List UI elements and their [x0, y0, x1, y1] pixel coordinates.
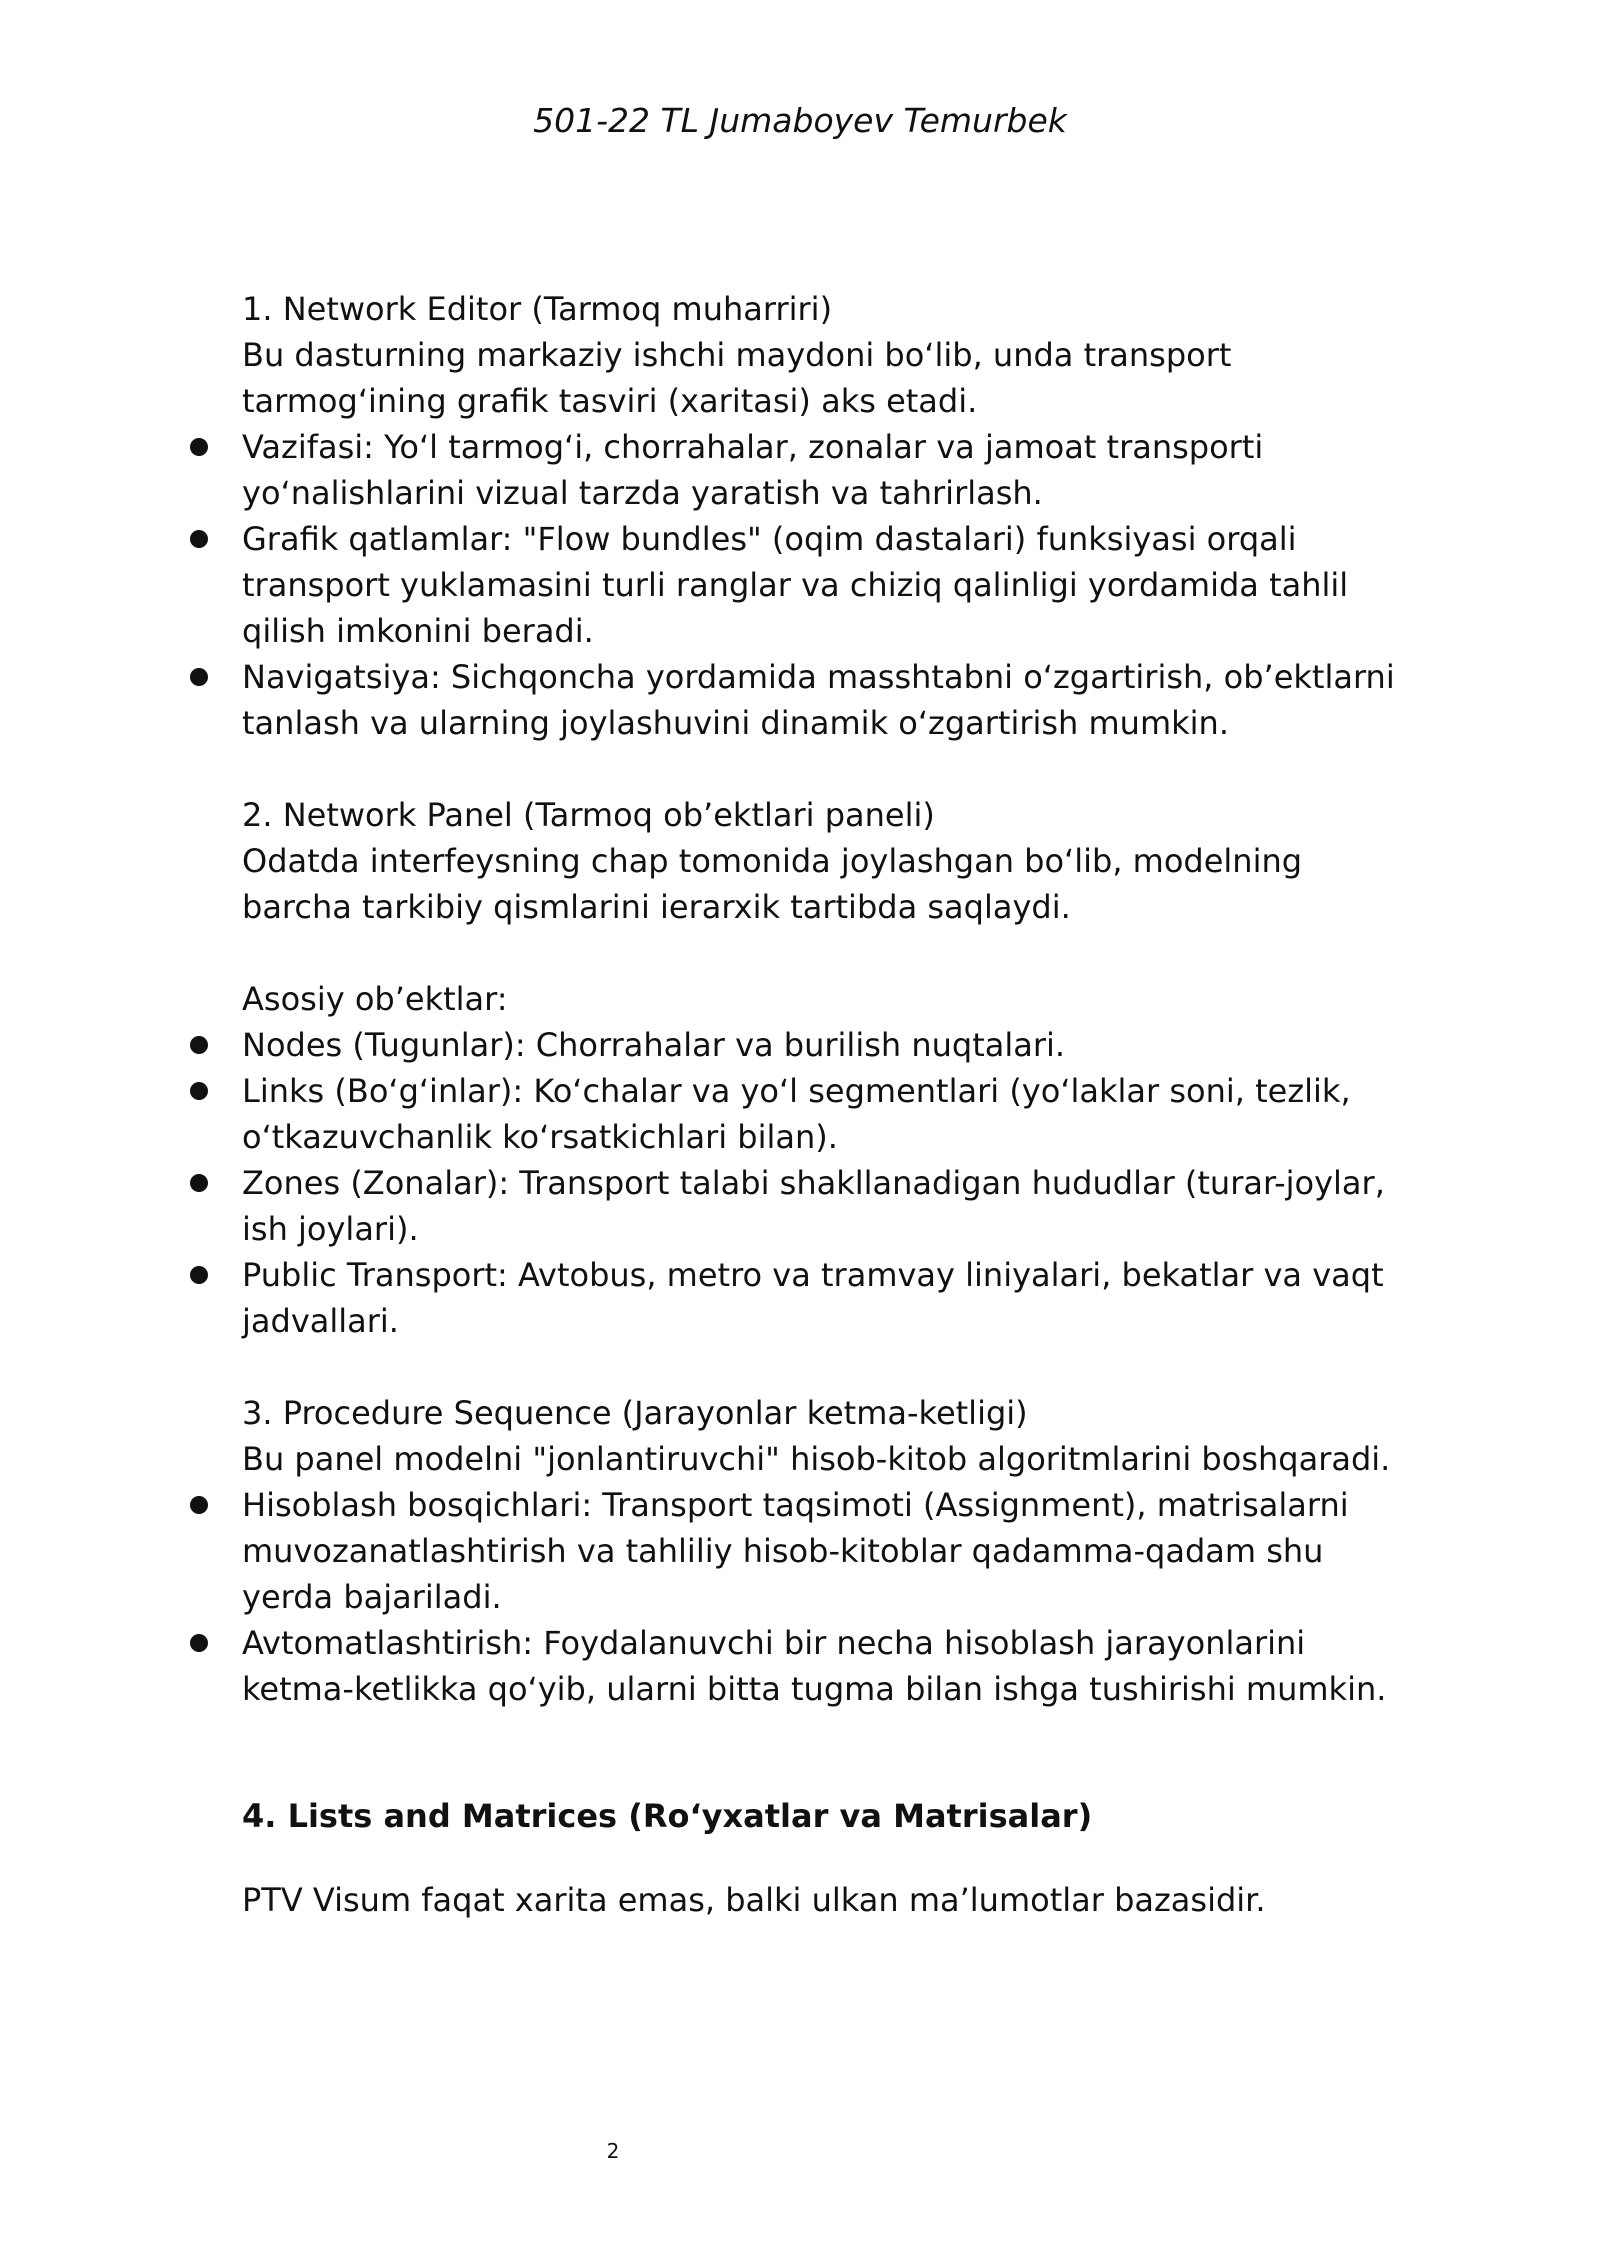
- paragraph-line: barcha tarkibiy qismlarini ierarxik tartibda saqlaydi.: [242, 888, 1071, 926]
- bullet-line: o‘tkazuvchanlik ko‘rsatkichlari bilan).: [242, 1118, 838, 1156]
- bullet-line: Vazifasi: Yo‘l tarmog‘i, chorrahalar, zonalar va jamoat transporti: [242, 428, 1264, 466]
- paragraph-line: PTV Visum faqat xarita emas, balki ulkan ma’lumotlar bazasidir.: [242, 1881, 1266, 1919]
- page-number: 2: [606, 2139, 620, 2163]
- bullet-item: [242, 1252, 1384, 1344]
- bullet-line: Nodes (Tugunlar): Chorrahalar va burilish nuqtalari.: [242, 1026, 1066, 1064]
- subheading: Asosiy ob’ektlar:: [242, 980, 508, 1018]
- bullet-item: [242, 654, 1395, 746]
- bullet-dot-icon: [190, 1634, 208, 1652]
- bullet-dot-icon: [190, 438, 208, 456]
- bullet-item: [242, 516, 1372, 654]
- bullet-line: muvozanatlashtirish va tahliliy hisob-kitoblar qadamma-qadam shu: [242, 1532, 1324, 1570]
- bullet-item: [242, 1160, 1385, 1252]
- bullet-line: Avtomatlashtirish: Foydalanuvchi bir necha hisoblash jarayonlarini: [242, 1624, 1306, 1662]
- bullet-line: transport yuklamasini turli ranglar va chiziq qalinligi yordamida tahlil: [242, 566, 1349, 604]
- section-heading: 2. Network Panel (Tarmoq ob’ektlari paneli): [242, 796, 935, 834]
- bullet-dot-icon: [190, 530, 208, 548]
- bullet-item: [242, 1620, 1387, 1712]
- bullet-dot-icon: [190, 1082, 208, 1100]
- bullet-line: Grafik qatlamlar: "Flow bundles" (oqim dastalari) funksiyasi orqali: [242, 520, 1297, 558]
- section-heading: 3. Procedure Sequence (Jarayonlar ketma-ketligi): [242, 1394, 1028, 1432]
- bullet-dot-icon: [190, 1496, 208, 1514]
- paragraph-line: tarmog‘ining grafik tasviri (xaritasi) aks etadi.: [242, 382, 978, 420]
- bullet-line: Public Transport: Avtobus, metro va tramvay liniyalari, bekatlar va vaqt: [242, 1256, 1384, 1294]
- bullet-line: yerda bajariladi.: [242, 1578, 502, 1616]
- bullet-dot-icon: [190, 1174, 208, 1192]
- bullet-line: ketma-ketlikka qo‘yib, ularni bitta tugma bilan ishga tushirishi mumkin.: [242, 1670, 1387, 1708]
- section-network-panel: [242, 792, 1385, 1344]
- page-header: 501-22 TL Jumaboyev Temurbek: [533, 101, 1067, 140]
- bullet-line: Navigatsiya: Sichqoncha yordamida masshtabni o‘zgartirish, ob’ektlarni: [242, 658, 1395, 696]
- section-heading-bold: 4. Lists and Matrices (Ro‘yxatlar va Matrisalar): [242, 1797, 1093, 1835]
- paragraph-line: Bu panel modelni "jonlantiruvchi" hisob-kitob algoritmlarini boshqaradi.: [242, 1440, 1391, 1478]
- bullet-item: [242, 424, 1372, 516]
- section-lists-matrices: [242, 1793, 1372, 1923]
- bullet-line: ish joylari).: [242, 1210, 419, 1248]
- bullet-item: [242, 1068, 1372, 1160]
- bullet-line: tanlash va ularning joylashuvini dinamik o‘zgartirish mumkin.: [242, 704, 1229, 742]
- bullet-item: [242, 1482, 1372, 1620]
- bullet-dot-icon: [190, 668, 208, 686]
- bullet-line: qilish imkonini beradi.: [242, 612, 594, 650]
- bullet-dot-icon: [190, 1266, 208, 1284]
- paragraph-line: Odatda interfeysning chap tomonida joylashgan bo‘lib, modelning: [242, 842, 1303, 880]
- bullet-dot-icon: [190, 1036, 208, 1054]
- bullet-line: yo‘nalishlarini vizual tarzda yaratish va tahrirlash.: [242, 474, 1043, 512]
- bullet-line: jadvallari.: [242, 1302, 399, 1340]
- bullet-line: Zones (Zonalar): Transport talabi shakllanadigan hududlar (turar-joylar,: [242, 1164, 1385, 1202]
- section-procedure-sequence: [242, 1390, 1391, 1712]
- bullet-line: Links (Bo‘g‘inlar): Ko‘chalar va yo‘l segmentlari (yo‘laklar soni, tezlik,: [242, 1072, 1351, 1110]
- bullet-item: [242, 1022, 1372, 1068]
- section-network-editor: [242, 286, 1395, 746]
- bullet-line: Hisoblash bosqichlari: Transport taqsimoti (Assignment), matrisalarni: [242, 1486, 1349, 1524]
- section-heading: 1. Network Editor (Tarmoq muharriri): [242, 290, 833, 328]
- paragraph-line: Bu dasturning markaziy ishchi maydoni bo‘lib, unda transport: [242, 336, 1232, 374]
